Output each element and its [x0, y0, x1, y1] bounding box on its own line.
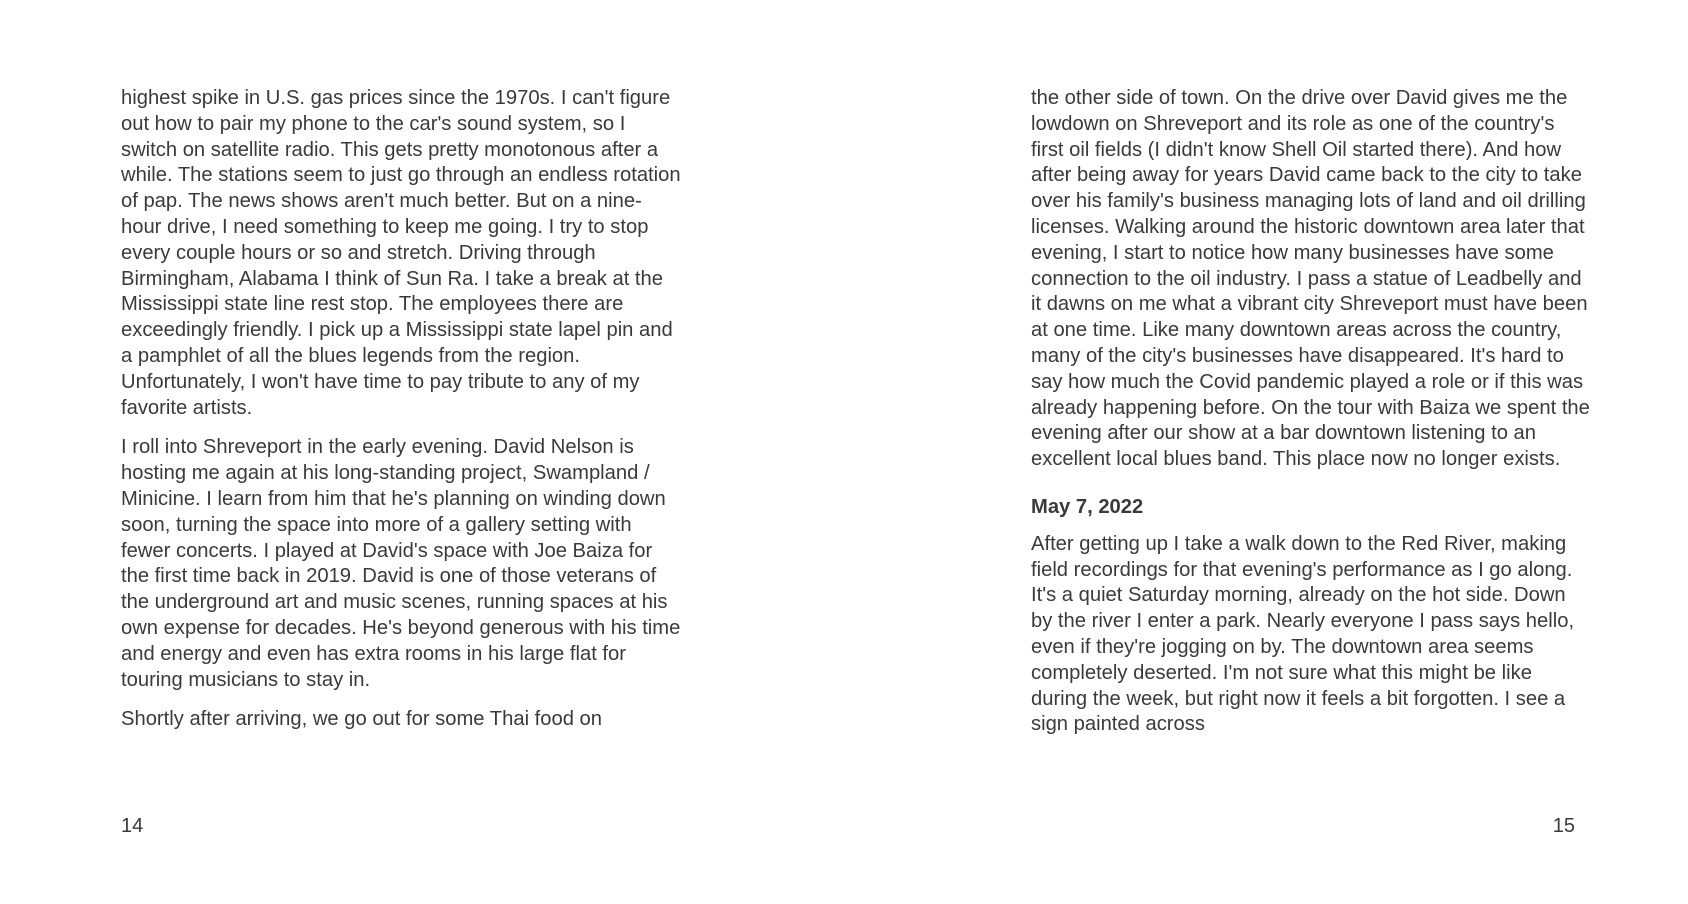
left-page-body	[121, 86, 681, 747]
paragraph: the other side of town. On the drive over David gives me the lowdown on Shreveport and its role as one of the country's first oil fields (I didn't know Shell Oil started there). And how after being away for years David came back to the city to take over his family's business managing lots of land and oil drilling licenses. Walking around the historic downtown area later that evening, I start to notice how many businesses have some connection to the oil industry. I pass a statue of Leadbelly and it dawns on me what a vibrant city Shreveport must have been at one time. Like many downtown areas across the country, many of the city's businesses have disappeared. It's hard to say how much the Covid pandemic played a role or if this was already happening before. On the tour with Baiza we spent the evening after our show at a bar downtown listening to an excellent local blues band. This place now no longer exists.	[1031, 87, 1590, 471]
paragraph: I roll into Shreveport in the early evening. David Nelson is hosting me again at his long-standing project, Swampland / Minicine. I learn from him that he's planning on winding down soon, turning the space into more of a gallery setting with fewer concerts. I played at David's space with Joe Baiza for the first time back in 2019. David is one of those veterans of the underground art and music scenes, running spaces at his own expense for decades. He's beyond generous with his time and energy and even has extra rooms in his large flat for touring musicians to stay in.	[121, 436, 681, 691]
date-heading: May 7, 2022	[1031, 495, 1144, 518]
paragraph: Shortly after arriving, we go out for some Thai food on	[121, 708, 603, 731]
paragraph: highest spike in U.S. gas prices since the 1970s. I can't figure out how to pair my phone to the car's sound system, so I switch on satellite radio. This gets pretty monotonous after a while. The stations seem to just go through an endless rotation of pap. The news shows aren't much better. But on a nine-hour drive, I need something to keep me going. I try to stop every couple hours or so and stretch. Driving through Birmingham, Alabama I think of Sun Ra. I take a break at the Mississippi state line rest stop. The employees there are exceedingly friendly. I pick up a Mississippi state lapel pin and a pamphlet of all the blues legends from the region. Unfortunately, I won't have time to pay tribute to any of my favorite artists.	[121, 87, 681, 419]
right-page	[844, 0, 1688, 904]
page-number: 15	[1552, 815, 1575, 837]
paragraph: After getting up I take a walk down to the Red River, making field recordings for that evening's performance as I go along. It's a quiet Saturday morning, already on the hot side. Down by the river I enter a park. Nearly everyone I pass says hello, even if they're jogging on by. The downtown area seems completely deserted. I'm not sure what this might be like during the week, but right now it feels a bit forgotten. I see a sign painted across	[1031, 532, 1575, 736]
page-number: 14	[121, 815, 144, 837]
right-page-body	[1031, 86, 1591, 752]
